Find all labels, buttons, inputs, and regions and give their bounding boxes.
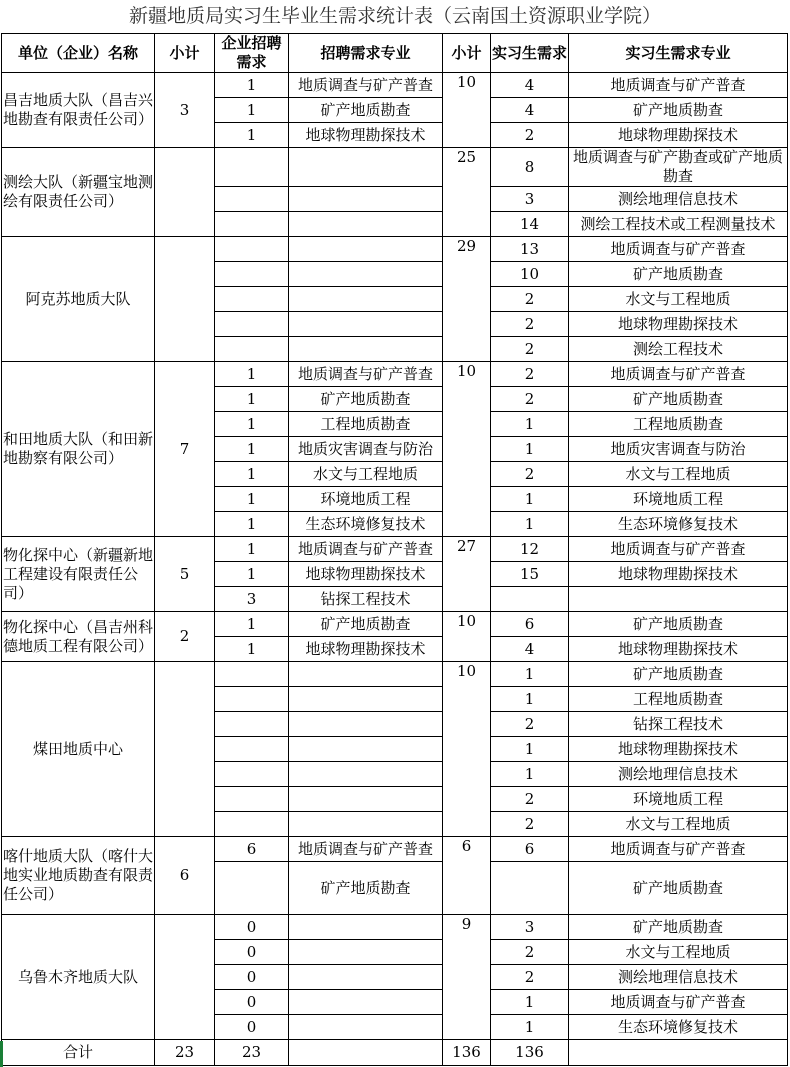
hire-count bbox=[215, 212, 289, 237]
intern-count: 15 bbox=[491, 562, 569, 587]
intern-count: 1 bbox=[491, 487, 569, 512]
intern-major: 矿产地质勘查 bbox=[569, 662, 788, 687]
table-row bbox=[2, 537, 788, 562]
header-unit: 单位（企业）名称 bbox=[2, 34, 155, 73]
hire-count: 0 bbox=[215, 915, 289, 940]
intern-count: 4 bbox=[491, 73, 569, 98]
unit-name: 阿克苏地质大队 bbox=[2, 237, 155, 362]
hire-count: 3 bbox=[215, 587, 289, 612]
intern-count: 10 bbox=[491, 262, 569, 287]
intern-count: 1 bbox=[491, 762, 569, 787]
hire-major bbox=[289, 812, 443, 837]
hire-count bbox=[215, 287, 289, 312]
unit-subtotal-hire: 3 bbox=[155, 73, 215, 148]
hire-major bbox=[289, 990, 443, 1015]
table-row bbox=[2, 148, 788, 187]
intern-major: 地质调查与矿产普查 bbox=[569, 73, 788, 98]
hire-count: 6 bbox=[215, 837, 289, 862]
hire-major: 矿产地质勘查 bbox=[289, 98, 443, 123]
hire-count bbox=[215, 337, 289, 362]
intern-major: 钻探工程技术 bbox=[569, 712, 788, 737]
intern-major: 测绘工程技术或工程测量技术 bbox=[569, 212, 788, 237]
hire-major: 矿产地质勘查 bbox=[289, 612, 443, 637]
hire-major: 水文与工程地质 bbox=[289, 462, 443, 487]
unit-subtotal-hire: 5 bbox=[155, 537, 215, 612]
hire-count: 0 bbox=[215, 965, 289, 990]
hire-count: 1 bbox=[215, 637, 289, 662]
intern-major: 矿产地质勘查 bbox=[569, 862, 788, 915]
hire-major bbox=[289, 662, 443, 687]
intern-count: 1 bbox=[491, 990, 569, 1015]
hire-major: 地质灾害调查与防治 bbox=[289, 437, 443, 462]
intern-count: 1 bbox=[491, 662, 569, 687]
unit-subtotal-hire: 2 bbox=[155, 612, 215, 662]
intern-count: 1 bbox=[491, 737, 569, 762]
hire-major bbox=[289, 1015, 443, 1040]
hire-major: 地质调查与矿产普查 bbox=[289, 73, 443, 98]
hire-major bbox=[289, 687, 443, 712]
intern-major: 地质灾害调查与防治 bbox=[569, 437, 788, 462]
hire-major bbox=[289, 148, 443, 187]
hire-count: 1 bbox=[215, 412, 289, 437]
intern-count: 2 bbox=[491, 312, 569, 337]
hire-count: 1 bbox=[215, 73, 289, 98]
hire-count: 1 bbox=[215, 437, 289, 462]
intern-count: 13 bbox=[491, 237, 569, 262]
hire-count bbox=[215, 148, 289, 187]
unit-name: 物化探中心（昌吉州科德地质工程有限公司） bbox=[2, 612, 155, 662]
intern-major: 地质调查与矿产普查 bbox=[569, 537, 788, 562]
intern-count: 1 bbox=[491, 1015, 569, 1040]
hire-major bbox=[289, 262, 443, 287]
intern-count: 2 bbox=[491, 287, 569, 312]
intern-major: 地球物理勘探技术 bbox=[569, 312, 788, 337]
unit-subtotal-hire: 7 bbox=[155, 362, 215, 537]
hire-count bbox=[215, 862, 289, 915]
intern-major: 地质调查与矿产普查 bbox=[569, 990, 788, 1015]
hire-major bbox=[289, 287, 443, 312]
hire-major bbox=[289, 965, 443, 990]
intern-major: 地球物理勘探技术 bbox=[569, 637, 788, 662]
intern-count: 6 bbox=[491, 837, 569, 862]
hire-count bbox=[215, 787, 289, 812]
intern-count: 2 bbox=[491, 787, 569, 812]
hire-count: 0 bbox=[215, 990, 289, 1015]
unit-subtotal-intern: 29 bbox=[443, 237, 491, 362]
intern-count: 12 bbox=[491, 537, 569, 562]
intern-major: 环境地质工程 bbox=[569, 487, 788, 512]
unit-subtotal-intern: 10 bbox=[443, 362, 491, 537]
intern-major: 生态环境修复技术 bbox=[569, 512, 788, 537]
intern-count: 1 bbox=[491, 687, 569, 712]
intern-major: 矿产地质勘查 bbox=[569, 612, 788, 637]
hire-count: 1 bbox=[215, 487, 289, 512]
hire-count bbox=[215, 762, 289, 787]
hire-major: 环境地质工程 bbox=[289, 487, 443, 512]
header-subtotal-intern: 小计 bbox=[443, 34, 491, 73]
hire-count bbox=[215, 712, 289, 737]
hire-count: 1 bbox=[215, 362, 289, 387]
intern-major: 水文与工程地质 bbox=[569, 287, 788, 312]
hire-count: 1 bbox=[215, 562, 289, 587]
total-subtotal-hire: 23 bbox=[155, 1040, 215, 1066]
unit-name: 乌鲁木齐地质大队 bbox=[2, 915, 155, 1040]
unit-subtotal-intern: 10 bbox=[443, 662, 491, 837]
hire-major: 钻探工程技术 bbox=[289, 587, 443, 612]
header-intern-major: 实习生需求专业 bbox=[569, 34, 788, 73]
unit-name: 昌吉地质大队（昌吉兴地勘查有限责任公司） bbox=[2, 73, 155, 148]
intern-count: 14 bbox=[491, 212, 569, 237]
hire-major: 地球物理勘探技术 bbox=[289, 562, 443, 587]
intern-major: 矿产地质勘查 bbox=[569, 387, 788, 412]
intern-major: 矿产地质勘查 bbox=[569, 915, 788, 940]
total-blank-2 bbox=[569, 1040, 788, 1066]
hire-count bbox=[215, 262, 289, 287]
unit-subtotal-intern: 10 bbox=[443, 73, 491, 148]
intern-major: 地球物理勘探技术 bbox=[569, 562, 788, 587]
unit-subtotal-intern: 10 bbox=[443, 612, 491, 662]
hire-major bbox=[289, 237, 443, 262]
total-intern: 136 bbox=[491, 1040, 569, 1066]
intern-major: 地质调查与矿产普查 bbox=[569, 837, 788, 862]
hire-count bbox=[215, 812, 289, 837]
intern-count: 2 bbox=[491, 337, 569, 362]
header-intern-demand: 实习生需求 bbox=[491, 34, 569, 73]
total-label: 合计 bbox=[2, 1040, 155, 1066]
total-hire: 23 bbox=[215, 1040, 289, 1066]
hire-major: 矿产地质勘查 bbox=[289, 387, 443, 412]
hire-count bbox=[215, 187, 289, 212]
intern-count: 2 bbox=[491, 387, 569, 412]
intern-count: 3 bbox=[491, 915, 569, 940]
intern-major: 地质调查与矿产勘查或矿产地质勘查 bbox=[569, 148, 788, 187]
intern-major: 地球物理勘探技术 bbox=[569, 123, 788, 148]
hire-count bbox=[215, 687, 289, 712]
unit-subtotal-intern: 6 bbox=[443, 837, 491, 915]
header-hire-major: 招聘需求专业 bbox=[289, 34, 443, 73]
intern-count: 8 bbox=[491, 148, 569, 187]
intern-major: 地质调查与矿产普查 bbox=[569, 362, 788, 387]
hire-major bbox=[289, 337, 443, 362]
intern-major: 水文与工程地质 bbox=[569, 812, 788, 837]
hire-count: 1 bbox=[215, 512, 289, 537]
hire-count bbox=[215, 312, 289, 337]
intern-major: 测绘地理信息技术 bbox=[569, 762, 788, 787]
hire-major bbox=[289, 762, 443, 787]
intern-count: 2 bbox=[491, 812, 569, 837]
unit-name: 测绘大队（新疆宝地测绘有限责任公司） bbox=[2, 148, 155, 237]
hire-count: 1 bbox=[215, 537, 289, 562]
intern-count: 6 bbox=[491, 612, 569, 637]
intern-major: 工程地质勘查 bbox=[569, 687, 788, 712]
unit-subtotal-hire: 6 bbox=[155, 837, 215, 915]
table-row bbox=[2, 612, 788, 637]
intern-count: 3 bbox=[491, 187, 569, 212]
table-row bbox=[2, 73, 788, 98]
intern-major: 测绘地理信息技术 bbox=[569, 187, 788, 212]
header-subtotal-hire: 小计 bbox=[155, 34, 215, 73]
hire-major bbox=[289, 187, 443, 212]
header-row bbox=[2, 34, 788, 73]
hire-major bbox=[289, 787, 443, 812]
hire-major bbox=[289, 737, 443, 762]
unit-name: 煤田地质中心 bbox=[2, 662, 155, 837]
row-selection-marker bbox=[0, 1041, 3, 1067]
intern-major: 水文与工程地质 bbox=[569, 462, 788, 487]
hire-major: 地质调查与矿产普查 bbox=[289, 362, 443, 387]
intern-count bbox=[491, 862, 569, 915]
intern-major: 工程地质勘查 bbox=[569, 412, 788, 437]
unit-subtotal-intern: 27 bbox=[443, 537, 491, 612]
table-row bbox=[2, 837, 788, 862]
hire-major: 矿产地质勘查 bbox=[289, 862, 443, 915]
unit-subtotal-intern: 25 bbox=[443, 148, 491, 237]
hire-major: 工程地质勘查 bbox=[289, 412, 443, 437]
hire-count: 1 bbox=[215, 98, 289, 123]
demand-table bbox=[1, 33, 788, 1066]
table-row bbox=[2, 237, 788, 262]
unit-subtotal-hire bbox=[155, 237, 215, 362]
total-row bbox=[2, 1040, 788, 1066]
unit-name: 物化探中心（新疆新地工程建设有限责任公司） bbox=[2, 537, 155, 612]
hire-count: 1 bbox=[215, 123, 289, 148]
intern-major: 地质调查与矿产普查 bbox=[569, 237, 788, 262]
intern-count: 2 bbox=[491, 712, 569, 737]
intern-major: 矿产地质勘查 bbox=[569, 262, 788, 287]
table-row bbox=[2, 662, 788, 687]
hire-count: 1 bbox=[215, 387, 289, 412]
hire-count bbox=[215, 737, 289, 762]
hire-major bbox=[289, 712, 443, 737]
unit-subtotal-hire bbox=[155, 915, 215, 1040]
intern-count: 2 bbox=[491, 940, 569, 965]
header-hire-demand: 企业招聘需求 bbox=[215, 34, 289, 73]
intern-major: 测绘工程技术 bbox=[569, 337, 788, 362]
table-row bbox=[2, 915, 788, 940]
hire-major: 地球物理勘探技术 bbox=[289, 123, 443, 148]
unit-name: 喀什地质大队（喀什大地实业地质勘查有限责任公司） bbox=[2, 837, 155, 915]
total-subtotal-intern: 136 bbox=[443, 1040, 491, 1066]
hire-major bbox=[289, 915, 443, 940]
hire-major bbox=[289, 212, 443, 237]
intern-major: 地球物理勘探技术 bbox=[569, 737, 788, 762]
table-row bbox=[2, 362, 788, 387]
table-title: 新疆地质局实习生毕业生需求统计表（云南国土资源职业学院） bbox=[128, 5, 661, 27]
intern-major: 生态环境修复技术 bbox=[569, 1015, 788, 1040]
unit-subtotal-hire bbox=[155, 148, 215, 237]
intern-count: 4 bbox=[491, 637, 569, 662]
intern-major: 环境地质工程 bbox=[569, 787, 788, 812]
hire-count bbox=[215, 662, 289, 687]
hire-major bbox=[289, 940, 443, 965]
intern-major: 水文与工程地质 bbox=[569, 940, 788, 965]
intern-count: 1 bbox=[491, 412, 569, 437]
hire-count: 0 bbox=[215, 940, 289, 965]
intern-count bbox=[491, 587, 569, 612]
total-blank bbox=[289, 1040, 443, 1066]
hire-major bbox=[289, 312, 443, 337]
intern-major: 矿产地质勘查 bbox=[569, 98, 788, 123]
unit-name: 和田地质大队（和田新地勘察有限公司） bbox=[2, 362, 155, 537]
hire-major: 地球物理勘探技术 bbox=[289, 637, 443, 662]
hire-count: 0 bbox=[215, 1015, 289, 1040]
hire-major: 地质调查与矿产普查 bbox=[289, 837, 443, 862]
intern-count: 4 bbox=[491, 98, 569, 123]
hire-count: 1 bbox=[215, 612, 289, 637]
hire-count: 1 bbox=[215, 462, 289, 487]
intern-count: 2 bbox=[491, 123, 569, 148]
intern-count: 2 bbox=[491, 462, 569, 487]
intern-count: 2 bbox=[491, 965, 569, 990]
hire-count bbox=[215, 237, 289, 262]
unit-subtotal-intern: 9 bbox=[443, 915, 491, 1040]
intern-count: 2 bbox=[491, 362, 569, 387]
intern-count: 1 bbox=[491, 437, 569, 462]
hire-major: 生态环境修复技术 bbox=[289, 512, 443, 537]
intern-major bbox=[569, 587, 788, 612]
intern-major: 测绘地理信息技术 bbox=[569, 965, 788, 990]
intern-count: 1 bbox=[491, 512, 569, 537]
unit-subtotal-hire bbox=[155, 662, 215, 837]
hire-major: 地质调查与矿产普查 bbox=[289, 537, 443, 562]
